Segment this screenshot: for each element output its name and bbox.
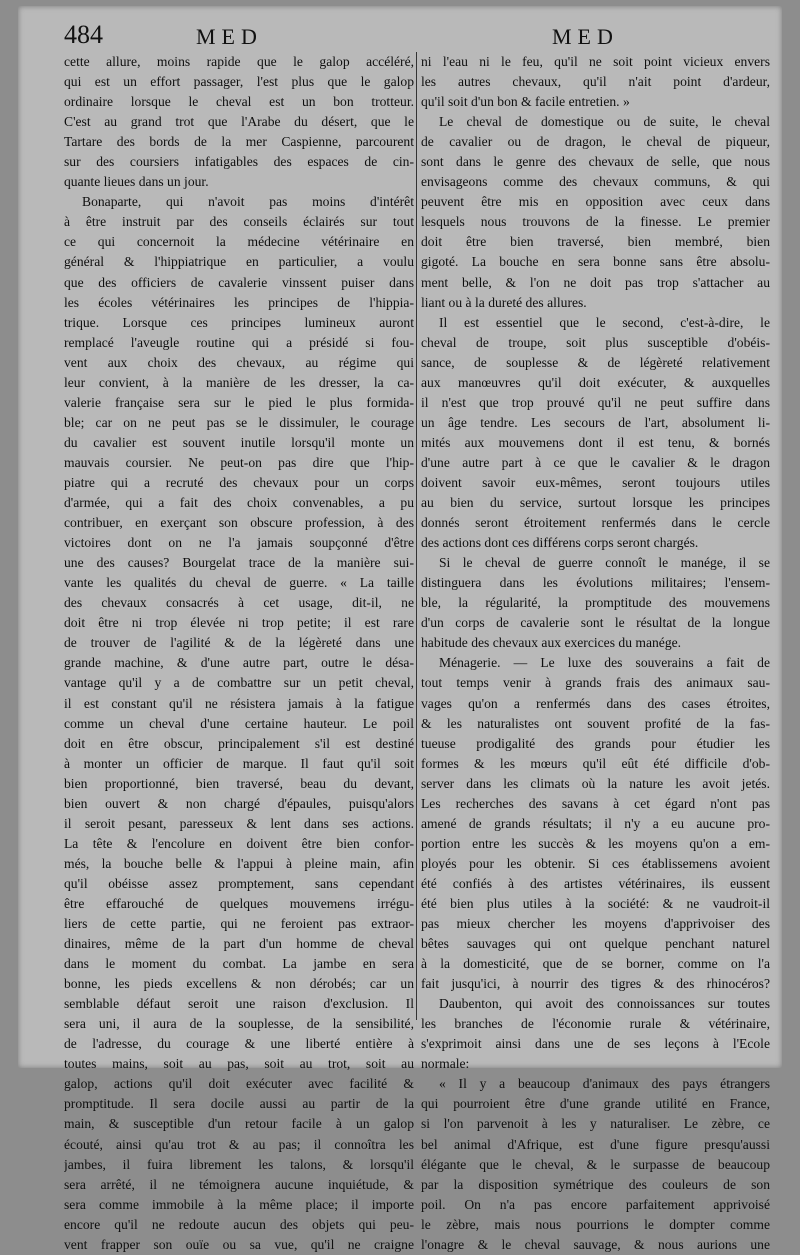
text-line: comme un cheval d'une certaine hauteur. Le poil: [64, 715, 414, 731]
text-line: quante lieues dans un jour.: [64, 174, 209, 190]
text-line: dans le moment du combat. La jambe en sera: [64, 956, 414, 972]
running-head-left: MED: [196, 24, 263, 49]
text-line: formes & les mœurs qu'il eût été difficile d'ob-: [421, 755, 770, 771]
text-line: que des officiers de cavalerie vinssent puiser dans: [64, 274, 414, 290]
text-line: été bien plus utiles à la société: & ne vaudroit-il: [421, 895, 770, 911]
text-line: valerie française sera sur le pied le plus formida-: [64, 394, 414, 410]
text-line: Il est essentiel que le second, c'est-à-dire, le: [439, 314, 770, 330]
text-line: des actions dont ces différens corps seront chargés.: [421, 535, 699, 551]
text-line: liant ou à la dureté des allures.: [421, 294, 587, 310]
text-line: vantage qu'il y a de combattre sur un petit cheval,: [64, 675, 414, 691]
text-line: qui est un effort passager, l'est plus que le galop: [64, 74, 414, 90]
text-line: le zèbre, mais nous pourrions le dompter comme: [421, 1216, 770, 1232]
text-line: sera comme immobile à la même place; il importe: [64, 1196, 414, 1212]
column-rule: [416, 52, 417, 1020]
text-line: jambes, il fuira librement les talons, & lorsqu'il: [64, 1156, 414, 1172]
text-line: à monter un officier de marque. Il faut qu'il soit: [64, 755, 414, 771]
text-line: remplacé l'aveugle routine qui a présidé si fou-: [64, 334, 414, 350]
text-line: sont dans le genre des chevaux de selle, que nous: [421, 154, 770, 170]
text-line: donnés seront étroitement renfermés dans le cercle: [421, 515, 770, 531]
text-line: vent aux choix des chevaux, au régime qui: [64, 354, 414, 370]
text-line: Bonaparte, qui n'avoit pas moins d'intérêt: [82, 194, 414, 210]
text-line: d'un corps de cavalerie sont le résultat de la longue: [421, 615, 770, 631]
text-line: bien proportionné, bien traversé, beau du devant,: [64, 775, 414, 791]
text-line: contribuer, en exerçant son obscure profession, à des: [64, 515, 414, 531]
text-line: sera uni, il aura de la souplesse, de la sensibilité,: [64, 1016, 414, 1032]
text-line: été confiés à des artistes vétérinaires, ils eussent: [421, 875, 770, 891]
page-header: [18, 14, 782, 54]
text-line: il seroit pesant, paresseux & lent dans ses actions.: [64, 815, 414, 831]
text-line: cheval de troupe, soit plus susceptible d'obéis-: [421, 334, 770, 350]
text-line: il n'est que trop prouvé qu'il ne peut suffire dans: [421, 394, 770, 410]
text-line: un âge tendre. Les secours de l'art, absolument li-: [421, 414, 770, 430]
text-line: d'armée, qui a fait des choix convenables, a pu: [64, 495, 414, 511]
text-line: doit en être obscur, principalement s'il est destiné: [64, 735, 414, 751]
text-line: à être instruit par des conseils éclairés sur tout: [64, 214, 414, 230]
text-line: Le cheval de domestique ou de suite, le cheval: [439, 114, 770, 130]
text-line: toutes mains, soit au pas, soit au trot, soit au: [64, 1056, 414, 1072]
text-line: mités aux mouvemens dont il est tenu, & bornés: [421, 434, 770, 450]
text-line: Les recherches des savans à cet égard n'ont pas: [421, 795, 770, 811]
text-line: qu'il obéisse assez promptement, sans cependant: [64, 875, 414, 891]
text-line: semblable défaut seroit une raison d'exclusion. Il: [64, 996, 414, 1012]
right-column: [421, 52, 770, 1255]
text-line: ployés pour les obtenir. Si ces établissemens avoient: [421, 855, 770, 871]
book-page: [18, 6, 782, 1252]
text-line: leur convient, à la manière de les dresser, la ca-: [64, 374, 414, 390]
text-line: ordinaire lorsque le cheval est un bon trotteur.: [64, 94, 414, 110]
text-line: Si le cheval de guerre connoît le manége, il se: [439, 555, 770, 571]
text-line: vante les qualités du cheval de guerre. « La taille: [64, 575, 414, 591]
text-line: Daubenton, qui avoit des connoissances sur toutes: [439, 996, 770, 1012]
text-line: normale:: [421, 1056, 470, 1072]
text-line: doivent savoir eux-mêmes, seront toujours utiles: [421, 474, 770, 490]
text-line: doit être bien traversé, bien membré, bien: [421, 234, 770, 250]
running-head-right: MED: [552, 24, 619, 49]
text-line: main, & susceptible d'un retour facile à un galop: [64, 1116, 414, 1132]
text-line: & les naturalistes ont souvent profité de la fas-: [421, 715, 770, 731]
text-line: dinaires, même de la part d'un homme de cheval: [64, 936, 414, 952]
text-line: galop, actions qu'il doit exécuter avec facilité &: [64, 1076, 414, 1092]
text-line: « Il y a beaucoup d'animaux des pays étrangers: [439, 1076, 770, 1092]
text-line: tout temps venir à grands frais des animaux sau-: [421, 675, 770, 691]
text-line: sance, de souplesse & de légèreté relativement: [421, 354, 770, 370]
text-line: tueuse prodigalité des grands pour étudier les: [421, 735, 770, 751]
text-line: général & l'hippiatrique en particulier, a voulu: [64, 254, 414, 270]
text-line: ni l'eau ni le feu, qu'il ne soit point vicieux envers: [421, 54, 770, 69]
text-line: qu'il soit d'un bon & facile entretien. »: [421, 94, 630, 110]
text-line: piatre qui a recruté des chevaux pour un corps: [64, 474, 414, 490]
text-line: bonne, les pieds excellens & non dérobés; car un: [64, 976, 414, 992]
text-line: envisageons comme des chevaux communs, & qui: [421, 174, 770, 190]
text-line: mauvais coursier. Ne peut-on pas dire que l'hip-: [64, 454, 414, 470]
text-line: bel animal d'Afrique, est d'une figure presqu'aussi: [421, 1136, 770, 1152]
text-line: trique. Lorsque ces principes lumineux auront: [64, 314, 414, 330]
text-line: habitude des chevaux aux exercices du manége.: [421, 635, 682, 651]
text-line: distinguera dans les évolutions militaires; l'ensem-: [421, 575, 770, 591]
page-number: 484: [64, 20, 103, 49]
text-line: au bien du service, surtout lorsque les principes: [421, 495, 770, 511]
text-line: s'exprimoit ainsi dans une de ses leçons à l'Ecole: [421, 1036, 770, 1052]
text-line: promptitude. Il sera docile aussi au partir de la: [64, 1096, 414, 1112]
text-line: de trouver de l'agilité & de la légèreté dans une: [64, 635, 414, 651]
text-line: sur des coursiers infatigables des espaces de cin-: [64, 154, 414, 170]
text-line: peuvent être mis en opposition avec ceux dans: [421, 194, 770, 210]
text-line: C'est au grand trot que l'Arabe du désert, que le: [64, 114, 414, 130]
text-line: l'onagre & le cheval sauvage, & nous aurions une: [421, 1236, 770, 1252]
text-line: des chevaux consacrés à cet usage, dit-il, ne: [64, 595, 414, 611]
text-line: victoires dont on ne l'a jamais soupçonné d'être: [64, 535, 414, 551]
text-line: les écoles vétérinaires les principes de l'hippia-: [64, 294, 414, 310]
text-line: de l'adresse, du courage & une liberté entière à: [64, 1036, 414, 1052]
text-line: més, la bouche belle & l'appui à pleine main, afin: [64, 855, 414, 871]
text-line: gigoté. La bouche en sera bonne sans être absolu-: [421, 254, 770, 270]
text-line: écouté, ainsi qu'au trot & au pas; il connoîtra les: [64, 1136, 414, 1152]
text-line: grande machine, & d'une autre part, outre le désa-: [64, 655, 414, 671]
text-line: ce qui concernoit la médecine vétérinaire en: [64, 234, 414, 250]
text-line: fait jusqu'ici, à nourrir des tigres & des rhinocéros?: [421, 976, 770, 992]
text-line: liers de cette partie, qui ne feroient pas extraor-: [64, 916, 414, 932]
text-line: élégante que le cheval, & le surpasse de beaucoup: [421, 1156, 770, 1172]
text-line: sera arrêté, il ne témoignera aucune inquiétude, &: [64, 1176, 414, 1192]
text-line: de cavalier ou de dragon, le cheval de piqueur,: [421, 134, 770, 150]
text-line: La tête & l'encolure en doivent être bien confor-: [64, 835, 414, 851]
text-line: Tartare des bords de la mer Caspienne, parcourent: [64, 134, 414, 150]
text-line: par la disposition symétrique des couleurs de son: [421, 1176, 770, 1192]
text-line: ble, la régularité, la promptitude des mouvemens: [421, 595, 770, 611]
text-line: ment belle, & l'on ne doit pas trop s'attacher au: [421, 274, 770, 290]
text-line: à la domesticité, que de se borner, comme on l'a: [421, 956, 770, 972]
text-line: du cavalier est souvent inutile lorsqu'il monte un: [64, 434, 414, 450]
text-line: les branches de l'économie rurale & vétérinaire,: [421, 1016, 770, 1032]
text-line: pas mieux chercher les moyens d'apprivoiser des: [421, 916, 770, 932]
text-line: être effarouché de quelques mouvemens irrégu-: [64, 895, 414, 911]
text-line: aux manœuvres qu'il doit exécuter, & auxquelles: [421, 374, 770, 390]
text-line: vent frapper son ouïe ou sa vue, qu'il ne craigne: [64, 1236, 414, 1252]
text-line: bien ouvert & non chargé d'épaules, puisqu'alors: [64, 795, 414, 811]
text-line: cette allure, moins rapide que le galop accéléré,: [64, 54, 414, 69]
text-line: doit être ni trop élevée ni trop petite; il est rare: [64, 615, 414, 631]
text-line: lesquels nous trouvons de la finesse. Le premier: [421, 214, 770, 230]
text-line: il est constant qu'il ne résistera jamais à la fatigue: [64, 695, 414, 711]
text-line: d'une autre part à ce que le cavalier & le dragon: [421, 454, 770, 470]
text-line: si l'on parvenoit à les y naturaliser. Le zèbre, ce: [421, 1116, 770, 1132]
text-line: poil. On n'a pas encore parfaitement apprivoisé: [421, 1196, 770, 1212]
text-line: les autres chevaux, qu'il n'ait point d'ardeur,: [421, 74, 770, 90]
text-line: une des causes? Bourgelat trace de la manière sui-: [64, 555, 414, 571]
text-line: qui pourroient être d'une grande utilité en France,: [421, 1096, 770, 1112]
text-line: bêtes sauvages qui ont quelque penchant naturel: [421, 936, 770, 952]
text-line: Ménagerie. — Le luxe des souverains a fait de: [439, 655, 770, 671]
text-line: portion entre les succès & les moyens qu'on a em-: [421, 835, 770, 851]
text-line: server dans les climats où la nature les avoit jetés.: [421, 775, 770, 791]
left-column: [64, 52, 414, 1255]
text-line: ble; car on ne peut pas se le dissimuler, le courage: [64, 414, 414, 430]
text-line: vages qu'on a renfermés dans des cases étroites,: [421, 695, 770, 711]
text-line: encore qu'il ne redoute aucun des objets qui peu-: [64, 1216, 414, 1232]
text-line: amené de grands résultats; il n'y a eu aucune pro-: [421, 815, 770, 831]
